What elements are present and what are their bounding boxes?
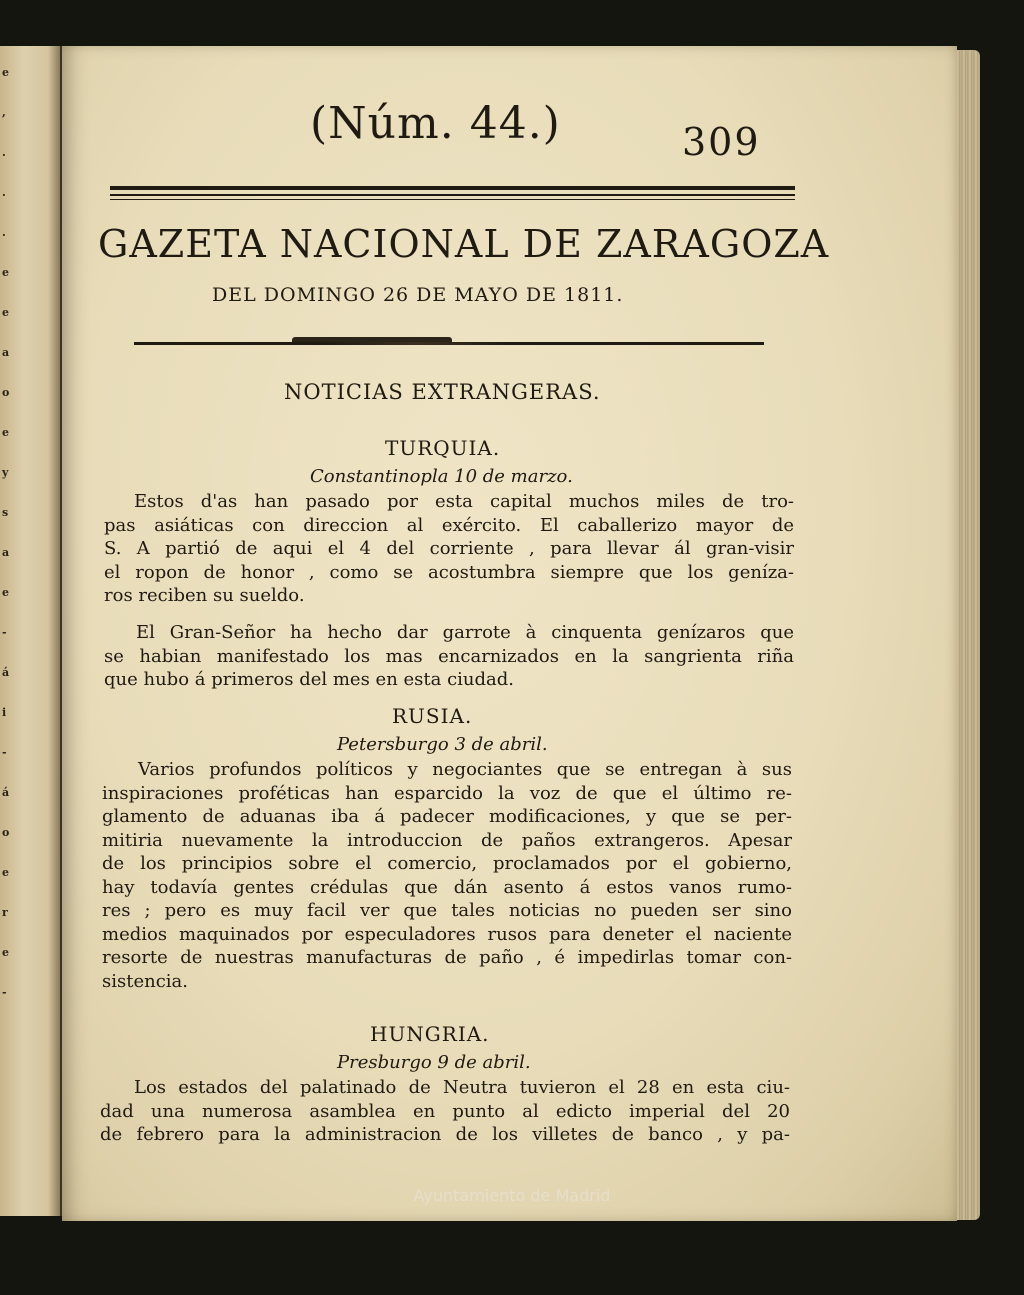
facing-page-glyph: e [2,266,9,279]
article-paragraph [104,621,794,692]
facing-page-glyph: e [2,946,9,959]
facing-page-glyph: - [2,986,7,999]
article-country-rusia: RUSIA. [392,704,473,728]
issue-number: (Núm. 44.) [310,98,561,149]
article-paragraph [104,490,794,608]
article-country-hungria: HUNGRIA. [370,1022,490,1046]
text-line: resorte de nuestras manufacturas de paño , é impedirlas tomar con- [102,947,792,968]
text-line: medios maquinados por especuladores rusos para deneter el naciente [102,923,792,945]
header-rule [110,199,795,200]
facing-page-glyph: e [2,66,9,79]
text-line: ros reciben su sueldo. [104,585,305,606]
text-line: Los estados del palatinado de Neutra tuvieron el 28 en esta ciu- [134,1077,790,1098]
text-line: Estos d'as han pasado por esta capital muchos miles de tro- [134,491,794,512]
header-rule [110,194,795,196]
source-watermark: Ayuntamiento de Madrid [413,1186,611,1205]
text-line: res ; pero es muy facil ver que tales noticias no pueden ser sino [102,900,792,921]
header-rule [110,186,795,190]
facing-page-glyph: e [2,426,9,439]
article-dateline-hungria: Presburgo 9 de abril. [337,1052,531,1073]
facing-page-glyph: . [2,186,6,199]
facing-page-glyph: e [2,586,9,599]
text-line: S. A partió de aqui el 4 del corriente , para llevar ál gran-visir [104,538,794,559]
article-dateline-rusia: Petersburgo 3 de abril. [337,734,548,755]
text-line: El Gran-Señor ha hecho dar garrote à cinquenta genízaros que [136,622,794,643]
text-line: Varios profundos políticos y negociantes que se entregan à sus [138,759,792,780]
ornamental-rule [134,342,764,345]
text-line: de febrero para la administracion de los villetes de banco , y pa- [100,1124,790,1145]
masthead-title: GAZETA NACIONAL DE ZARAGOZA [98,222,830,266]
facing-page-glyph: y [2,466,9,479]
text-line: inspiraciones proféticas han esparcido la voz de que el último re- [102,782,792,804]
article-paragraph [100,1076,790,1147]
page-number: 309 [682,120,761,164]
text-line: glamento de aduanas iba á padecer modificaciones, y que se per- [102,806,792,827]
facing-page-glyph: á [2,786,10,799]
facing-page-glyph: o [2,826,10,839]
facing-page-glyph: e [2,866,9,879]
facing-page-glyph: . [2,146,6,159]
article-paragraph [102,758,792,993]
text-line: que hubo á primeros del mes en esta ciudad. [104,669,515,690]
text-line: mitiria nuevamente la introduccion de paños extrangeros. Apesar [102,829,792,851]
facing-page-glyph: - [2,746,7,759]
facing-page-glyph: r [2,906,8,919]
text-line: el ropon de honor , como se acostumbra siempre que los geníza- [104,561,794,583]
previous-page-edge [0,46,62,1216]
facing-page-glyph: a [2,346,10,359]
text-line: dad una numerosa asamblea en punto al edicto imperial del 20 [100,1100,790,1122]
text-line: sistencia. [102,970,189,992]
facing-page-glyph: i [2,706,7,719]
facing-page-glyph: e [2,306,9,319]
text-line: pas asiáticas con direccion al exército. El caballerizo mayor de [104,514,794,536]
gazette-page [62,46,957,1221]
text-line: de los principios sobre el comercio, proclamados por el gobierno, [102,853,792,874]
text-line: hay todavía gentes crédulas que dán asento á estos vanos rumo- [102,876,792,898]
issue-date-line: DEL DOMINGO 26 DE MAYO DE 1811. [212,284,624,306]
section-title: NOTICIAS EXTRANGERAS. [284,380,601,404]
article-country-turquia: TURQUIA. [385,436,501,460]
facing-page-glyph: . [2,226,6,239]
facing-page-glyph: á [2,666,10,679]
text-line: se habian manifestado los mas encarnizados en la sangrienta riña [104,645,794,667]
facing-page-glyph: - [2,626,7,639]
facing-page-glyph: , [2,106,6,119]
facing-page-glyph: o [2,386,10,399]
facing-page-glyph: a [2,546,10,559]
facing-page-glyph: s [2,506,9,519]
article-dateline-turquia: Constantinopla 10 de marzo. [310,466,573,487]
